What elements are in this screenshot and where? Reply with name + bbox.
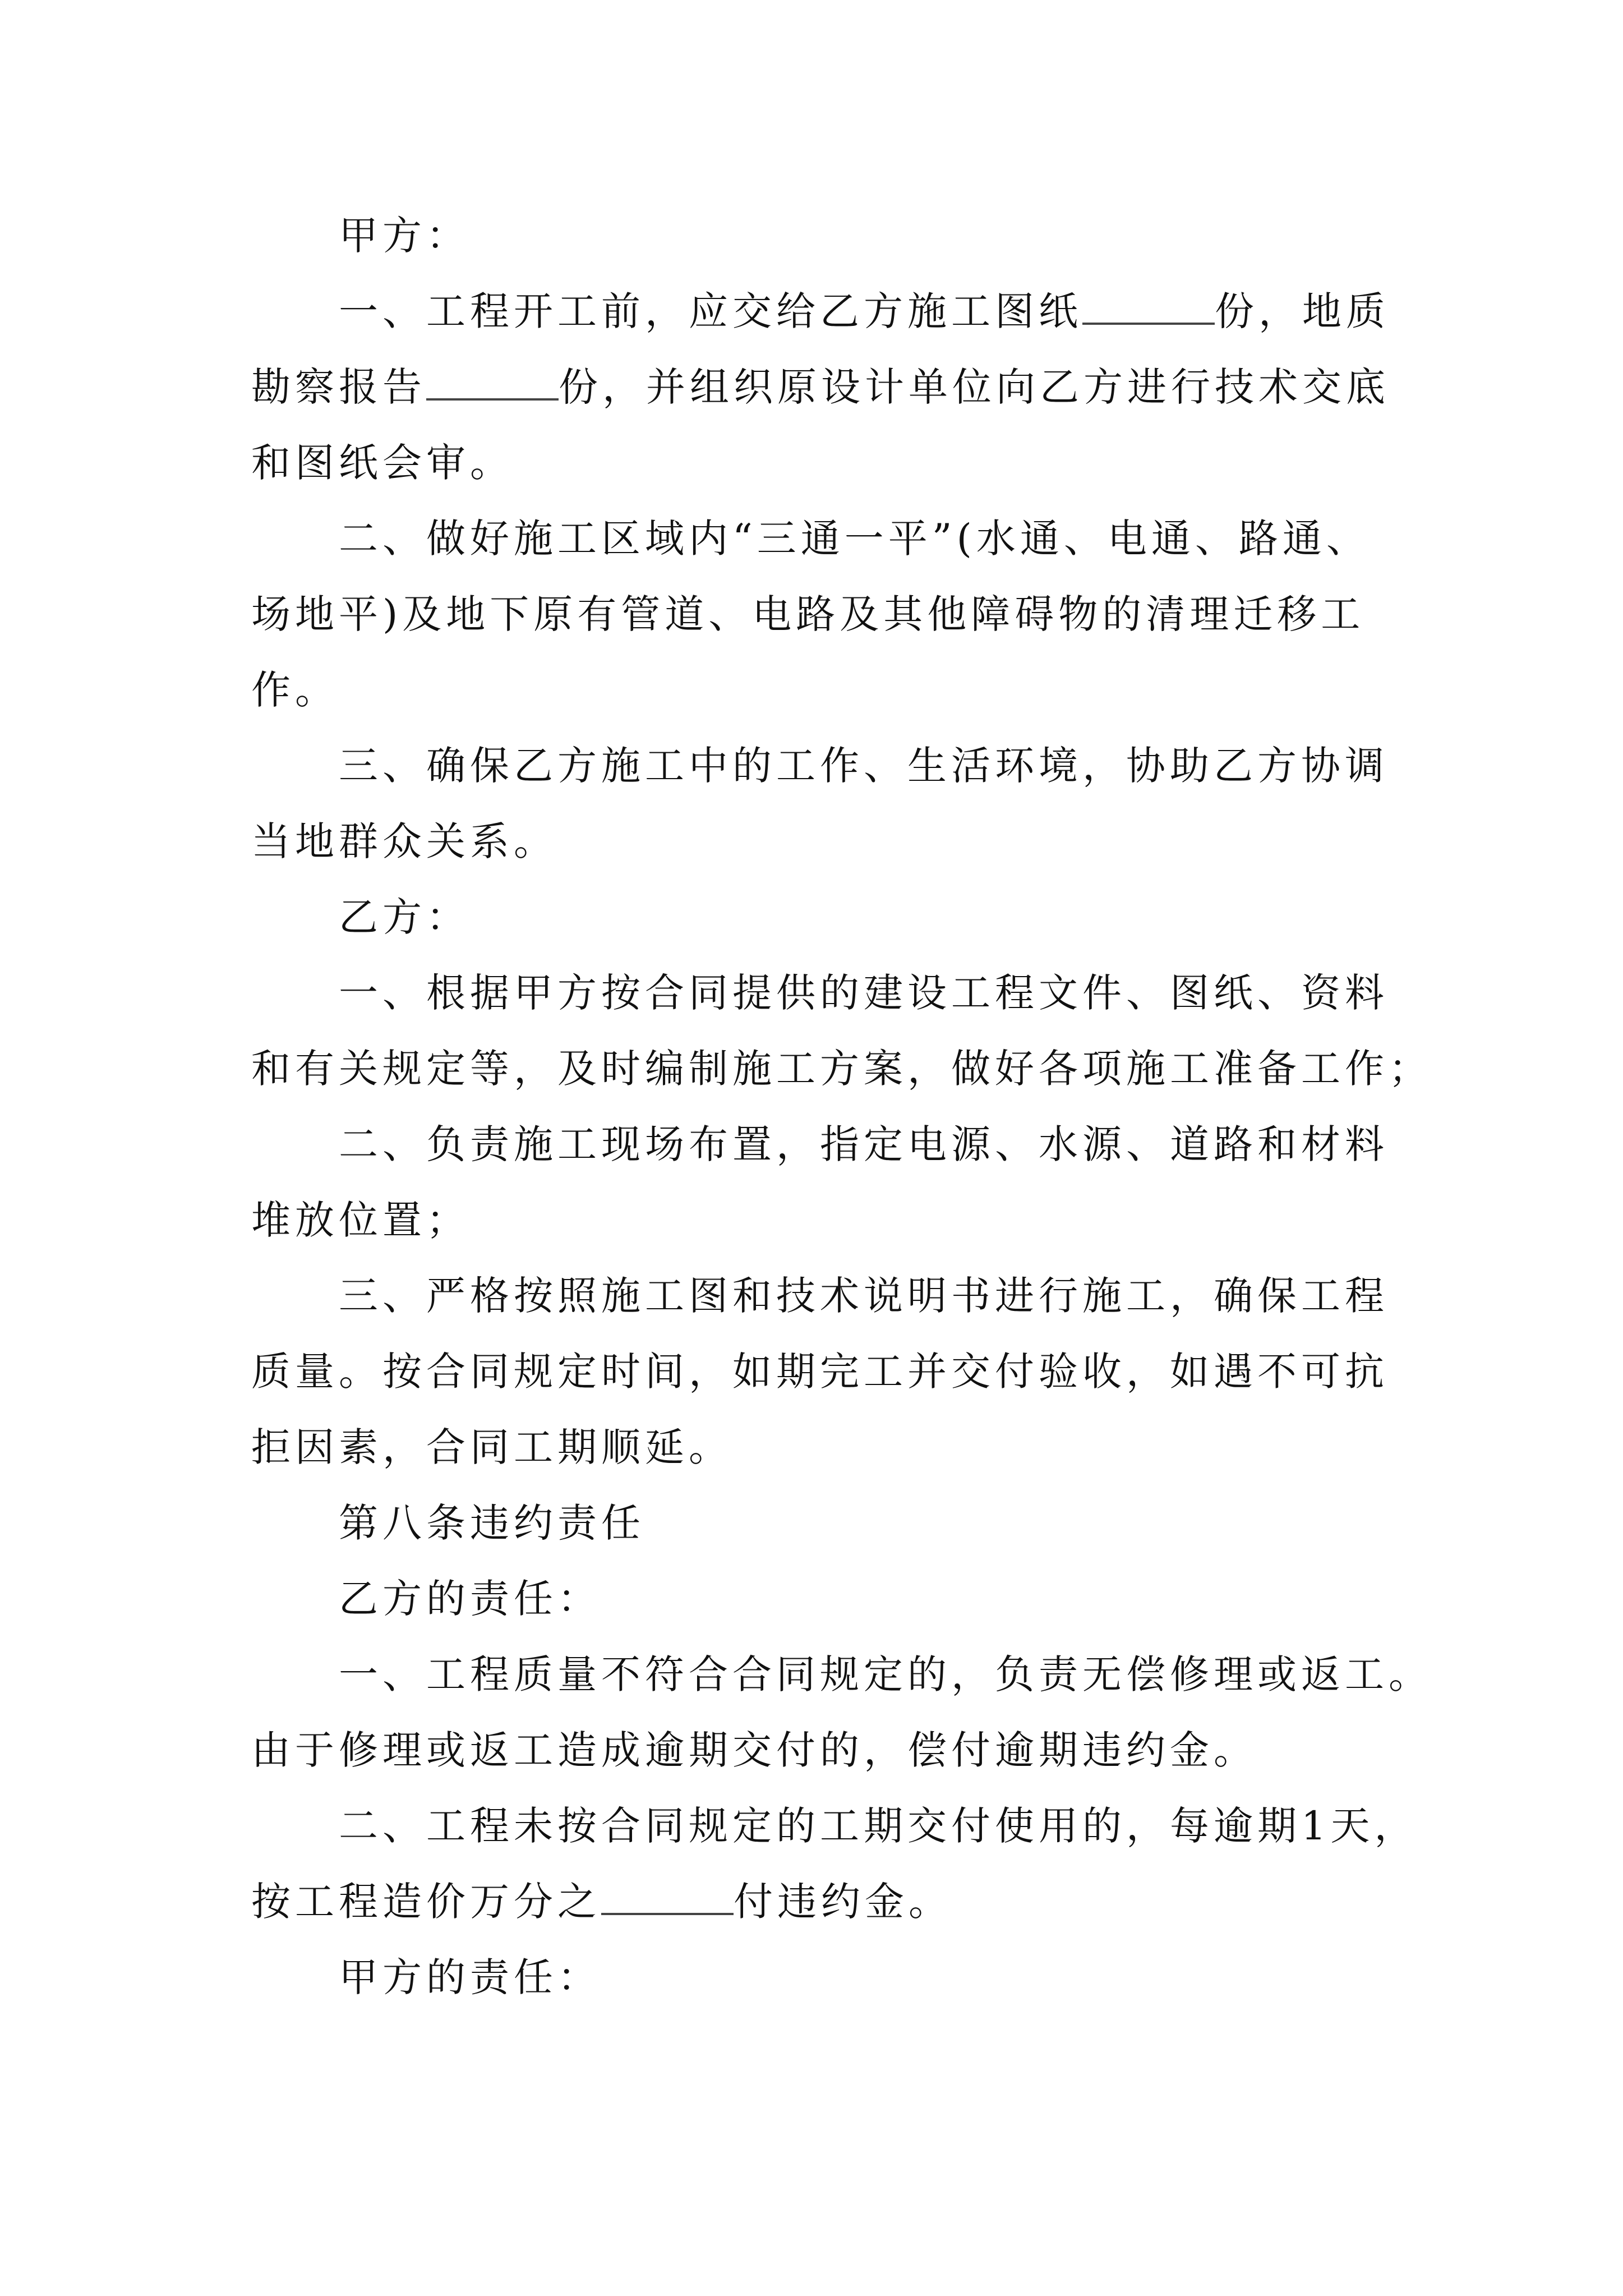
text: 份，并组织原设计单位向乙方进行技术交底 [559, 364, 1390, 410]
paragraph-line [339, 965, 1488, 1021]
heading-party-b [339, 889, 1488, 945]
text: 作。 [251, 667, 339, 713]
paragraph-line [251, 359, 1401, 415]
paragraph-line [339, 1646, 1488, 1703]
text: 堆放位置； [251, 1197, 470, 1243]
paragraph-line [339, 283, 1488, 339]
heading-party-a [339, 208, 1488, 264]
text: 勘察报告 [251, 364, 426, 410]
paragraph-line [251, 586, 1401, 642]
text: 第八条违约责任 [339, 1500, 645, 1546]
text: 场地平)及地下原有管道、电路及其他障碍物的清理迁移工 [251, 591, 1365, 637]
text: 由于修理或返工造成逾期交付的，偿付逾期违约金。 [251, 1727, 1257, 1773]
paragraph-line [339, 1268, 1488, 1324]
text: 质量。按合同规定时间，如期完工并交付验收，如遇不可抗 [251, 1349, 1389, 1395]
paragraph-line [251, 435, 1401, 491]
text: 甲方： [339, 213, 470, 259]
fill-in-blank [426, 361, 559, 401]
paragraph-line [251, 1192, 1401, 1248]
paragraph-line [251, 662, 1401, 718]
text: 当地群众关系。 [251, 818, 557, 864]
text: 二、负责施工现场布置，指定电源、水源、道路和材料 [339, 1121, 1389, 1167]
paragraph-line [251, 1041, 1432, 1097]
text: 甲方的责任： [339, 1954, 601, 2000]
paragraph-line [251, 1343, 1401, 1400]
text: 一、工程开工前，应交给乙方施工图纸 [339, 288, 1082, 334]
text: 付违约金。 [734, 1879, 952, 1925]
text: 份，地质 [1215, 288, 1390, 334]
subheading [339, 1571, 1488, 1627]
text: 一、根据甲方按合同提供的建设工程文件、图纸、资料 [339, 970, 1389, 1016]
text: 和图纸会审。 [251, 440, 514, 486]
text: 乙方： [339, 894, 470, 940]
text: 和有关规定等，及时编制施工方案，做好各项施工准备工作； [251, 1046, 1432, 1092]
paragraph-line [339, 1798, 1488, 1854]
paragraph-line [339, 510, 1488, 567]
text: 二、工程未按合同规定的工期交付使用的，每逾期1天， [339, 1803, 1418, 1849]
fill-in-blank [601, 1876, 734, 1915]
text: 三、确保乙方施工中的工作、生活环境，协助乙方协调 [339, 743, 1389, 789]
paragraph-line [251, 1722, 1401, 1778]
text: 拒因素，合同工期顺延。 [251, 1424, 732, 1470]
text: 二、做好施工区域内“三通一平”(水通、电通、路通、 [339, 516, 1370, 562]
paragraph-line [251, 1874, 1401, 1930]
paragraph-line [339, 1116, 1488, 1172]
text: 乙方的责任： [339, 1576, 601, 1622]
text: 三、严格按照施工图和技术说明书进行施工，确保工程 [339, 1273, 1389, 1319]
fill-in-blank [1082, 286, 1215, 325]
paragraph-line [251, 1419, 1401, 1475]
subheading [339, 1949, 1488, 2005]
text: 按工程造价万分之 [251, 1879, 601, 1925]
section-heading [339, 1495, 1488, 1551]
paragraph-line [339, 738, 1488, 794]
paragraph-line [251, 813, 1401, 869]
text: 一、工程质量不符合合同规定的，负责无偿修理或返工。 [339, 1651, 1432, 1697]
